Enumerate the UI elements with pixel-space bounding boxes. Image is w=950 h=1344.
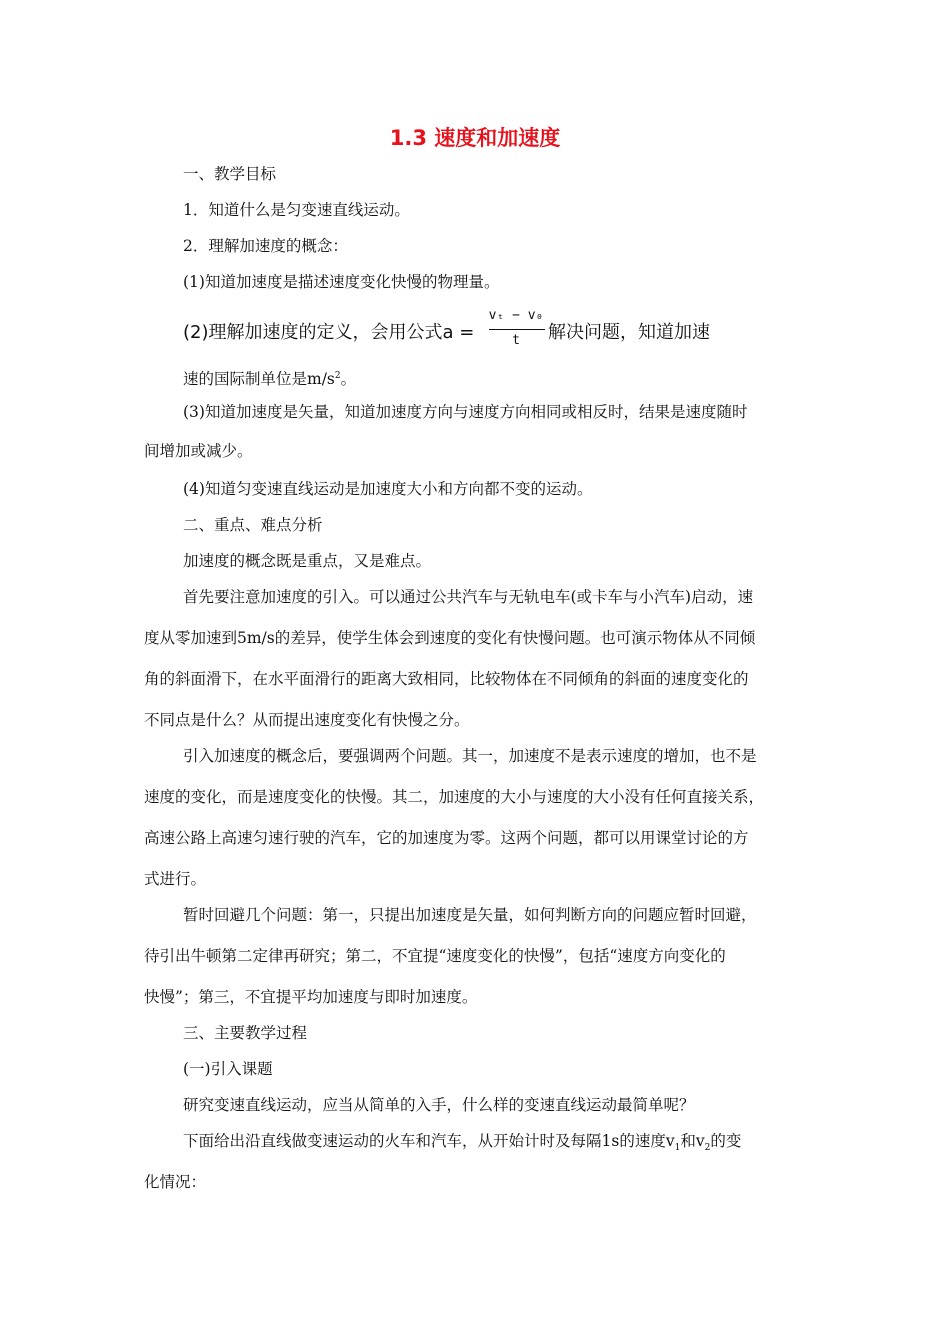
text-run: 的变 [710,1132,742,1150]
unit-exponent: 2 [334,371,341,381]
section-heading-objectives: 一、教学目标 [183,165,277,183]
unit-text: 速的国际制单位是m/s [183,370,335,389]
subscript-2: 2 [704,1143,711,1154]
paragraph-line: 不同点是什么？从而提出速度变化有快慢之分。 [144,711,470,729]
paragraph-line: 速度的变化，而是速度变化的快慢。其二，加速度的大小与速度的大小没有任何直接关系， [144,788,765,806]
fraction-bar [489,329,545,330]
paragraph-line: 首先要注意加速度的引入。可以通过公共汽车与无轨电车(或卡车与小汽车)启动，速 [183,588,754,606]
section-heading-key-points: 二、重点、难点分析 [183,516,323,534]
unit-end: 。 [340,370,357,389]
formula-line [183,308,743,354]
paragraph-line: 引入加速度的概念后，要强调两个问题。其一，加速度不是表示速度的增加，也不是 [183,747,757,765]
paragraph-line: 角的斜面滑下，在水平面滑行的距离大致相同，比较物体在不同倾角的斜面的速度变化的 [144,670,749,688]
subsection-heading-intro: (一)引入课题 [183,1060,273,1078]
fraction-denominator: t [512,333,520,348]
paragraph-line: 度从零加速到5m/s的差异，使学生体会到速度的变化有快慢问题。也可演示物体从不同倾 [144,629,756,647]
paragraph-line: 待引出牛顿第二定律再研究；第二，不宜提“速度变化的快慢”，包括“速度方向变化的 [144,947,726,965]
objective-2-4: (4)知道匀变速直线运动是加速度大小和方向都不变的运动。 [183,480,593,498]
formula-prefix: (2)理解加速度的定义，会用公式a = [183,322,475,343]
fraction-numerator: vₜ − v₀ [488,308,544,323]
objective-2-3-cont: 间增加或减少。 [144,442,253,460]
text-run: 和v [680,1132,705,1150]
paragraph-line: 快慢”；第三，不宜提平均加速度与即时加速度。 [144,988,478,1006]
section-heading-process: 三、主要教学过程 [183,1024,308,1042]
paragraph-line: 式进行。 [144,870,207,888]
formula-suffix: 解决问题，知道加速 [548,322,710,343]
paragraph-line: 暂时回避几个问题：第一，只提出加速度是矢量，如何判断方向的问题应暂时回避， [183,906,757,924]
objective-2-1: (1)知道加速度是描述速度变化快慢的物理量。 [183,273,500,291]
paragraph-line [183,1131,741,1158]
paragraph-line: 高速公路上高速匀速行驶的汽车，它的加速度为零。这两个问题，都可以用课堂讨论的方 [144,829,749,847]
objective-1: 1．知道什么是匀变速直线运动。 [183,201,410,219]
paragraph-line: 化情况： [144,1173,207,1191]
objective-2-3: (3)知道加速度是矢量，知道加速度方向与速度方向相同或相反时，结果是速度随时 [183,403,748,421]
unit-line [183,366,356,389]
paragraph-line: 研究变速直线运动，应当从简单的入手，什么样的变速直线运动最简单呢？ [183,1096,695,1114]
paragraph-line: 加速度的概念既是重点，又是难点。 [183,552,432,570]
objective-2: 2．理解加速度的概念： [183,237,348,255]
acceleration-fraction [487,308,545,354]
document-title: 1.3 速度和加速度 [389,126,561,150]
subscript-1: 1 [674,1143,681,1154]
text-run: 下面给出沿直线做变速运动的火车和汽车，从开始计时及每隔1s的速度v [183,1132,675,1150]
